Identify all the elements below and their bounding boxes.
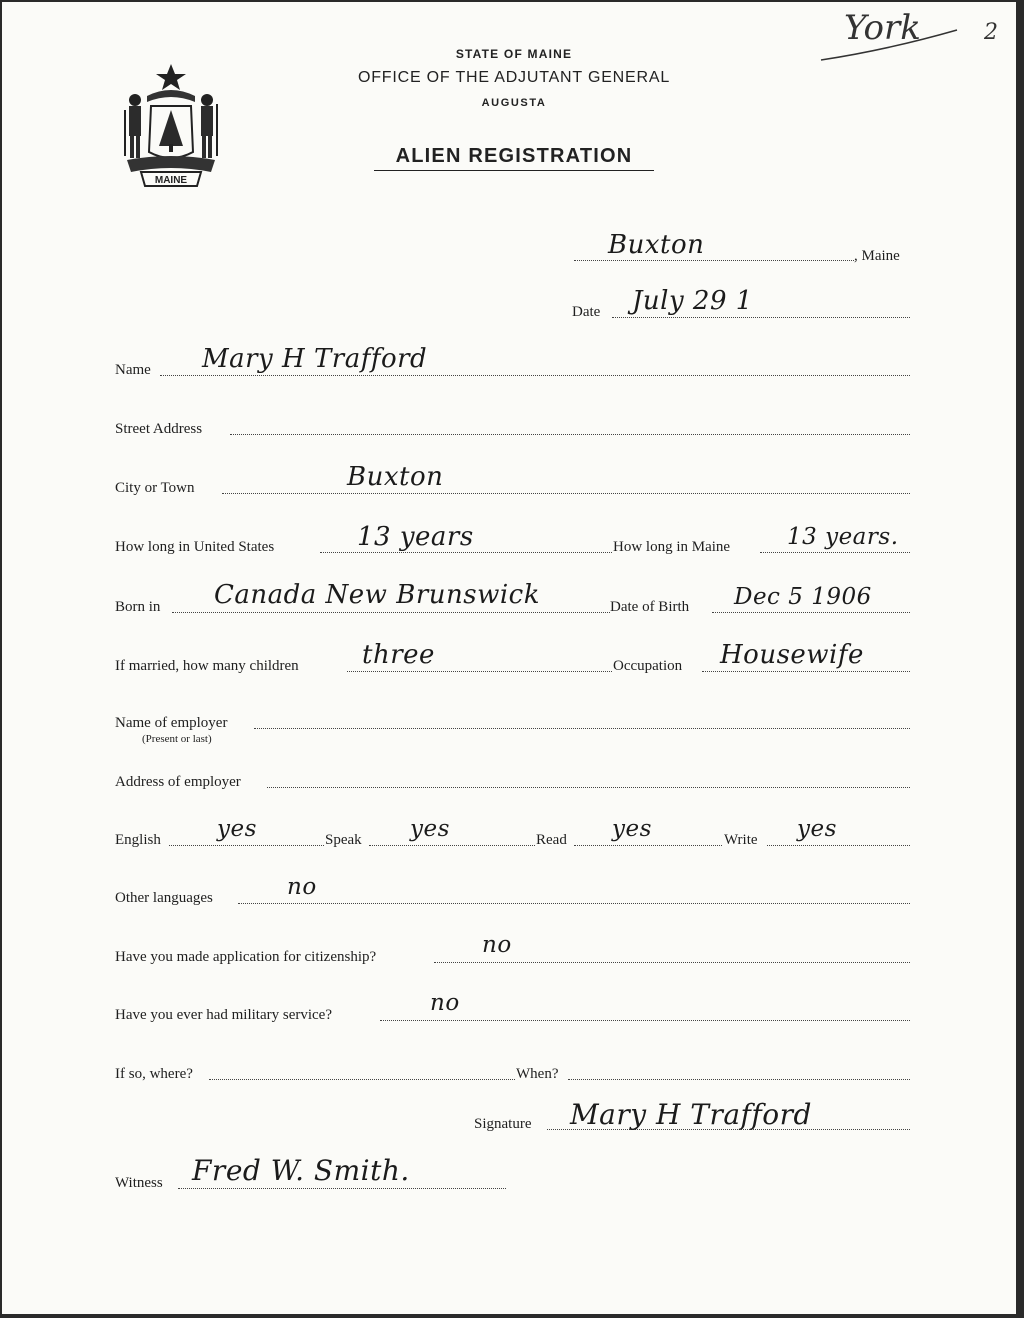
maine-state-seal-icon: [117, 60, 225, 190]
birthplace-value: Canada New Brunswick: [214, 580, 540, 610]
birth-date-value: Dec 5 1906: [734, 584, 872, 610]
street-line: [230, 434, 910, 435]
us-duration-line: [320, 552, 612, 553]
occupation-label: Occupation: [613, 658, 683, 674]
title-underline: [374, 170, 654, 171]
read-label: Read: [536, 832, 567, 848]
service-where-label: If so, where?: [115, 1066, 193, 1082]
employer-name-sublabel: (Present or last): [142, 733, 212, 745]
occupation-value: Housewife: [720, 640, 864, 670]
city-label: City or Town: [115, 480, 195, 496]
english-label: English: [115, 832, 161, 848]
city-heading: AUGUSTA: [481, 97, 547, 109]
service-when-line: [568, 1079, 910, 1080]
write-line: [767, 845, 910, 846]
page-number-annotation: 2: [984, 20, 998, 45]
witness-value: Fred W. Smith.: [192, 1154, 410, 1187]
city-line: [222, 493, 910, 494]
county-annotation: York: [844, 8, 921, 48]
other-languages-label: Other languages: [115, 890, 213, 906]
place-line: [574, 260, 854, 261]
occupation-line: [702, 671, 910, 672]
children-line: [347, 671, 612, 672]
employer-name-line: [254, 728, 910, 729]
children-label: If married, how many children: [115, 658, 299, 674]
military-line: [380, 1020, 910, 1021]
speak-line: [369, 845, 535, 846]
date-label: Date: [572, 304, 601, 320]
read-value: yes: [612, 816, 652, 842]
seal-text: MAINE: [154, 175, 188, 186]
street-label: Street Address: [115, 421, 203, 437]
citizenship-value: no: [482, 932, 512, 958]
place-suffix-label: , Maine: [854, 248, 900, 264]
county-underline-mark: [817, 20, 967, 70]
write-label: Write: [724, 832, 758, 848]
date-line: [612, 317, 910, 318]
name-label: Name: [115, 362, 151, 378]
other-languages-line: [238, 903, 910, 904]
place-value: Buxton: [608, 230, 705, 260]
other-languages-value: no: [287, 874, 317, 900]
employer-name-label: Name of employer: [115, 715, 228, 731]
birth-date-line: [712, 612, 910, 613]
name-line: [160, 375, 910, 376]
us-duration-value: 13 years: [357, 522, 474, 552]
military-value: no: [430, 990, 460, 1016]
witness-line: [178, 1188, 506, 1189]
write-value: yes: [797, 816, 837, 842]
speak-label: Speak: [325, 832, 362, 848]
maine-duration-value: 13 years.: [787, 524, 899, 550]
birth-date-label: Date of Birth: [610, 599, 690, 615]
witness-label: Witness: [115, 1175, 163, 1191]
date-value: July 29 1: [632, 286, 753, 316]
english-line: [169, 845, 324, 846]
speak-value: yes: [410, 816, 450, 842]
state-heading: STATE OF MAINE: [455, 47, 573, 61]
city-value: Buxton: [347, 462, 444, 492]
military-label: Have you ever had military service?: [115, 1007, 332, 1023]
maine-duration-label: How long in Maine: [613, 539, 731, 555]
english-value: yes: [217, 816, 257, 842]
registration-form-page: [2, 2, 1016, 1314]
maine-duration-line: [760, 552, 910, 553]
form-title: ALIEN REGISTRATION: [395, 145, 633, 167]
birthplace-line: [172, 612, 610, 613]
citizenship-label: Have you made application for citizenship?: [115, 949, 377, 965]
signature-label: Signature: [474, 1116, 532, 1132]
office-heading: OFFICE OF THE ADJUTANT GENERAL: [357, 69, 671, 86]
service-where-line: [209, 1079, 515, 1080]
signature-value: Mary H Trafford: [570, 1098, 812, 1131]
birthplace-label: Born in: [115, 599, 161, 615]
service-when-label: When?: [516, 1066, 559, 1082]
us-duration-label: How long in United States: [115, 539, 275, 555]
read-line: [574, 845, 722, 846]
employer-address-label: Address of employer: [115, 774, 241, 790]
employer-address-line: [267, 787, 910, 788]
children-value: three: [362, 640, 435, 670]
citizenship-line: [434, 962, 910, 963]
name-value: Mary H Trafford: [202, 344, 428, 374]
